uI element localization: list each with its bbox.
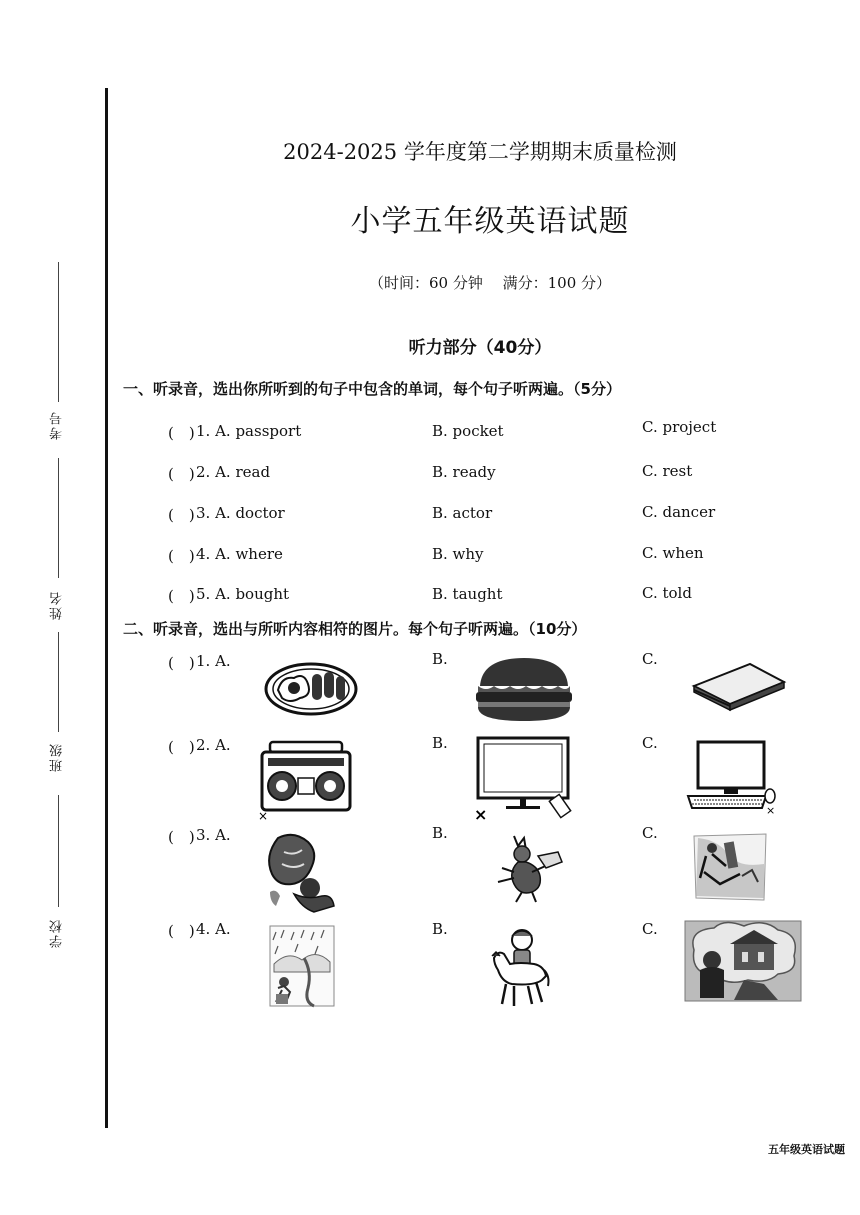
svg-text:×: × (258, 809, 269, 823)
story-picture-icon[interactable] (264, 832, 336, 914)
label-exam-number: 考号 (50, 410, 65, 440)
label-class: 班级 (50, 742, 65, 772)
answer-blank[interactable]: ( ) (168, 654, 195, 672)
breakfast-plate-icon[interactable] (264, 662, 358, 716)
option-b: B. actor (432, 504, 493, 522)
option-a: 5. A. bought (196, 585, 290, 603)
tv-icon[interactable] (474, 736, 578, 822)
option-b-label: B. (432, 920, 448, 938)
option-b-label: B. (432, 824, 448, 842)
computer-icon[interactable] (686, 740, 780, 817)
dragon-picture-icon[interactable] (492, 832, 566, 904)
option-a: 2. A. read (196, 463, 271, 481)
radio-icon[interactable] (258, 740, 354, 823)
section2-heading: 二、听录音，选出与所听内容相符的图片。每个句子听两遍。（10分） (123, 620, 587, 638)
option-a: 3. A. doctor (196, 504, 285, 522)
option-a: 1. A. passport (196, 422, 302, 440)
option-c: C. project (642, 418, 717, 436)
exam-subtitle: 2024-2025 学年度第二学期期末质量检测 (283, 140, 677, 164)
sandwich-icon[interactable] (690, 660, 788, 710)
svg-text:×: × (766, 804, 776, 817)
option-c: C. dancer (642, 503, 716, 521)
hamburger-icon[interactable] (474, 656, 574, 722)
blank-line-school (58, 795, 59, 907)
option-c-label: C. (642, 734, 658, 752)
blank-line-name (58, 458, 59, 578)
option-c-label: C. (642, 650, 658, 668)
blank-line-class (58, 632, 59, 732)
answer-blank[interactable]: ( ) (168, 424, 195, 442)
option-b: B. pocket (432, 422, 504, 440)
horse-rider-icon[interactable] (488, 926, 550, 1008)
time-info: （时间：60 分钟 满分：100 分） (368, 274, 612, 292)
answer-blank[interactable]: ( ) (168, 587, 195, 605)
option-c: C. told (642, 584, 692, 602)
option-a-label: 2. A. (196, 736, 231, 754)
option-c: C. when (642, 544, 704, 562)
option-b-label: B. (432, 650, 448, 668)
answer-blank[interactable]: ( ) (168, 738, 195, 756)
page-footer: 五年级英语试题 (768, 1143, 845, 1156)
option-c-label: C. (642, 824, 658, 842)
label-school: 学校 (50, 918, 65, 948)
label-name: 姓名 (50, 590, 65, 620)
listening-part-title: 听力部分（40分） (408, 338, 552, 358)
option-a-label: 1. A. (196, 652, 231, 670)
option-b: B. why (432, 545, 484, 563)
storyteller-picture-icon[interactable] (684, 920, 802, 1002)
section1-heading: 一、听录音，选出你所听到的句子中包含的单词，每个句子听两遍。（5分） (123, 380, 621, 398)
option-b-label: B. (432, 734, 448, 752)
answer-blank[interactable]: ( ) (168, 922, 195, 940)
answer-blank[interactable]: ( ) (168, 465, 195, 483)
answer-blank[interactable]: ( ) (168, 828, 195, 846)
option-a-label: 4. A. (196, 920, 231, 938)
option-c-label: C. (642, 920, 658, 938)
answer-blank[interactable]: ( ) (168, 506, 195, 524)
answer-blank[interactable]: ( ) (168, 547, 195, 565)
binding-line (105, 88, 108, 1128)
dance-picture-icon[interactable] (692, 832, 768, 902)
rain-picture-icon[interactable] (268, 924, 336, 1008)
option-a: 4. A. where (196, 545, 283, 563)
exam-title: 小学五年级英语试题 (350, 204, 630, 239)
option-c: C. rest (642, 462, 693, 480)
option-b: B. ready (432, 463, 496, 481)
option-b: B. taught (432, 585, 503, 603)
svg-text:×: × (474, 805, 488, 824)
option-a-label: 3. A. (196, 826, 231, 844)
